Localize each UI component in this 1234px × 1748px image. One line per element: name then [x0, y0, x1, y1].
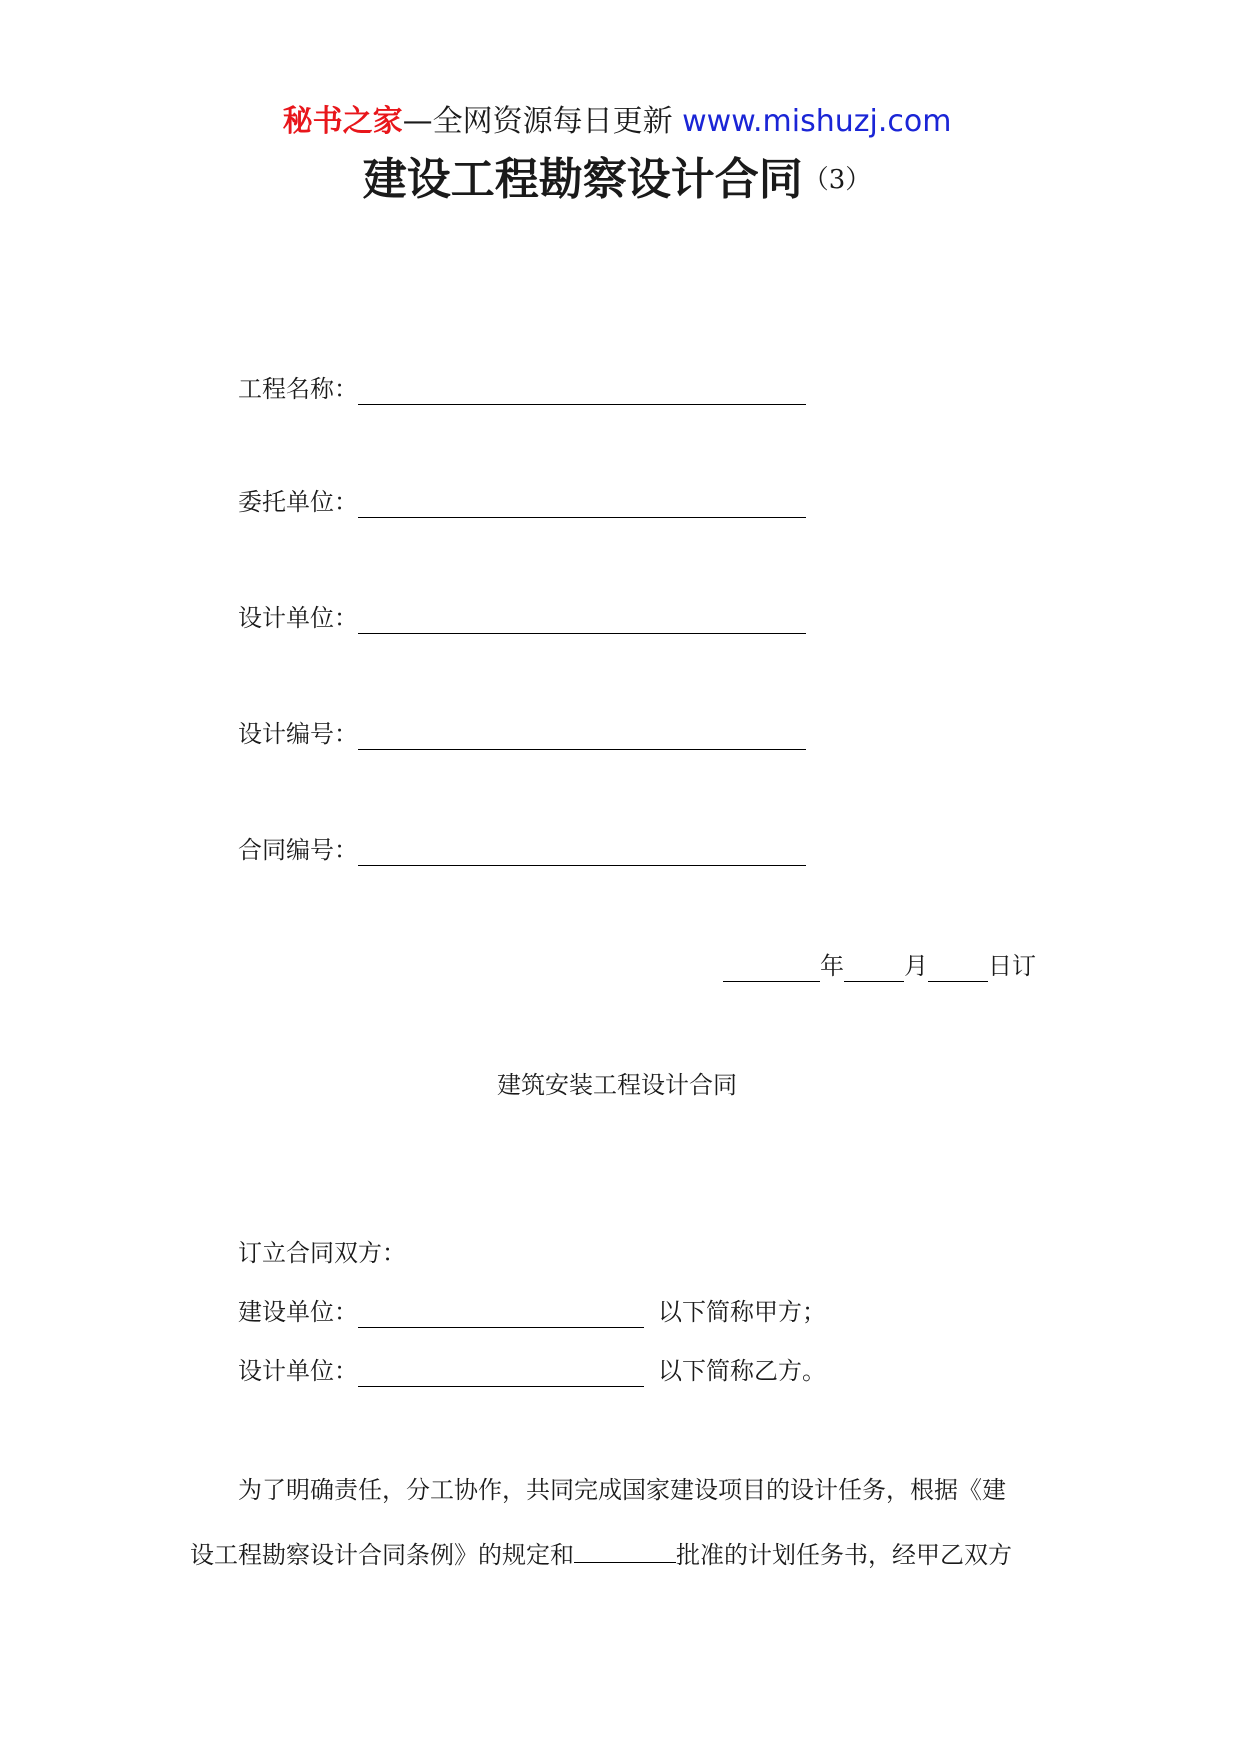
year-label: 年 [820, 952, 844, 980]
body-line-2-end: 批准的计划任务书，经甲乙双方 [676, 1541, 1012, 1569]
blank-line [358, 378, 806, 405]
field-label: 合同编号： [238, 836, 358, 864]
document-title [0, 150, 1234, 210]
field-label: 设计单位： [238, 604, 358, 632]
parties-heading: 订立合同双方： [238, 1239, 406, 1267]
month-blank [844, 955, 904, 982]
field-client-unit [238, 486, 806, 518]
field-project-name [238, 373, 806, 405]
blank-line [358, 491, 806, 518]
party-b-label: 设计单位： [238, 1357, 358, 1385]
field-label: 工程名称： [238, 375, 358, 403]
site-slogan: —全网资源每日更新 [402, 104, 673, 139]
blank-line [358, 723, 806, 750]
party-a-label: 建设单位： [238, 1298, 358, 1326]
body-line-1: 为了明确责任，分工协作，共同完成国家建设项目的设计任务，根据《建 [238, 1476, 1006, 1504]
field-design-unit [238, 602, 806, 634]
party-b-suffix: 以下简称乙方。 [658, 1357, 826, 1385]
blank-line [358, 839, 806, 866]
blank-line [358, 607, 806, 634]
day-blank [928, 955, 988, 982]
party-a-suffix: 以下简称甲方； [658, 1298, 826, 1326]
day-signed-label: 日订 [988, 952, 1036, 980]
approver-blank [574, 1538, 676, 1563]
field-label: 设计编号： [238, 720, 358, 748]
field-contract-number [238, 834, 806, 866]
body-line-2-start: 设工程勘察设计合同条例》的规定和 [190, 1541, 574, 1569]
blank-line [358, 1301, 644, 1328]
document-title-text: 建设工程勘察设计合同 [362, 154, 803, 205]
month-label: 月 [904, 952, 928, 980]
contract-subtitle: 建筑安装工程设计合同 [497, 1071, 737, 1099]
signing-date [723, 950, 1036, 982]
site-brand: 秘书之家 [282, 104, 403, 139]
party-a-row [238, 1296, 826, 1328]
site-banner [0, 102, 1234, 142]
party-b-row [238, 1355, 826, 1387]
body-line-2 [190, 1538, 1040, 1571]
field-design-number [238, 718, 806, 750]
field-label: 委托单位： [238, 488, 358, 516]
year-blank [723, 955, 820, 982]
site-url-link[interactable]: www.mishuzj.com [682, 104, 952, 139]
document-title-number: （3） [802, 165, 872, 195]
blank-line [358, 1360, 644, 1387]
